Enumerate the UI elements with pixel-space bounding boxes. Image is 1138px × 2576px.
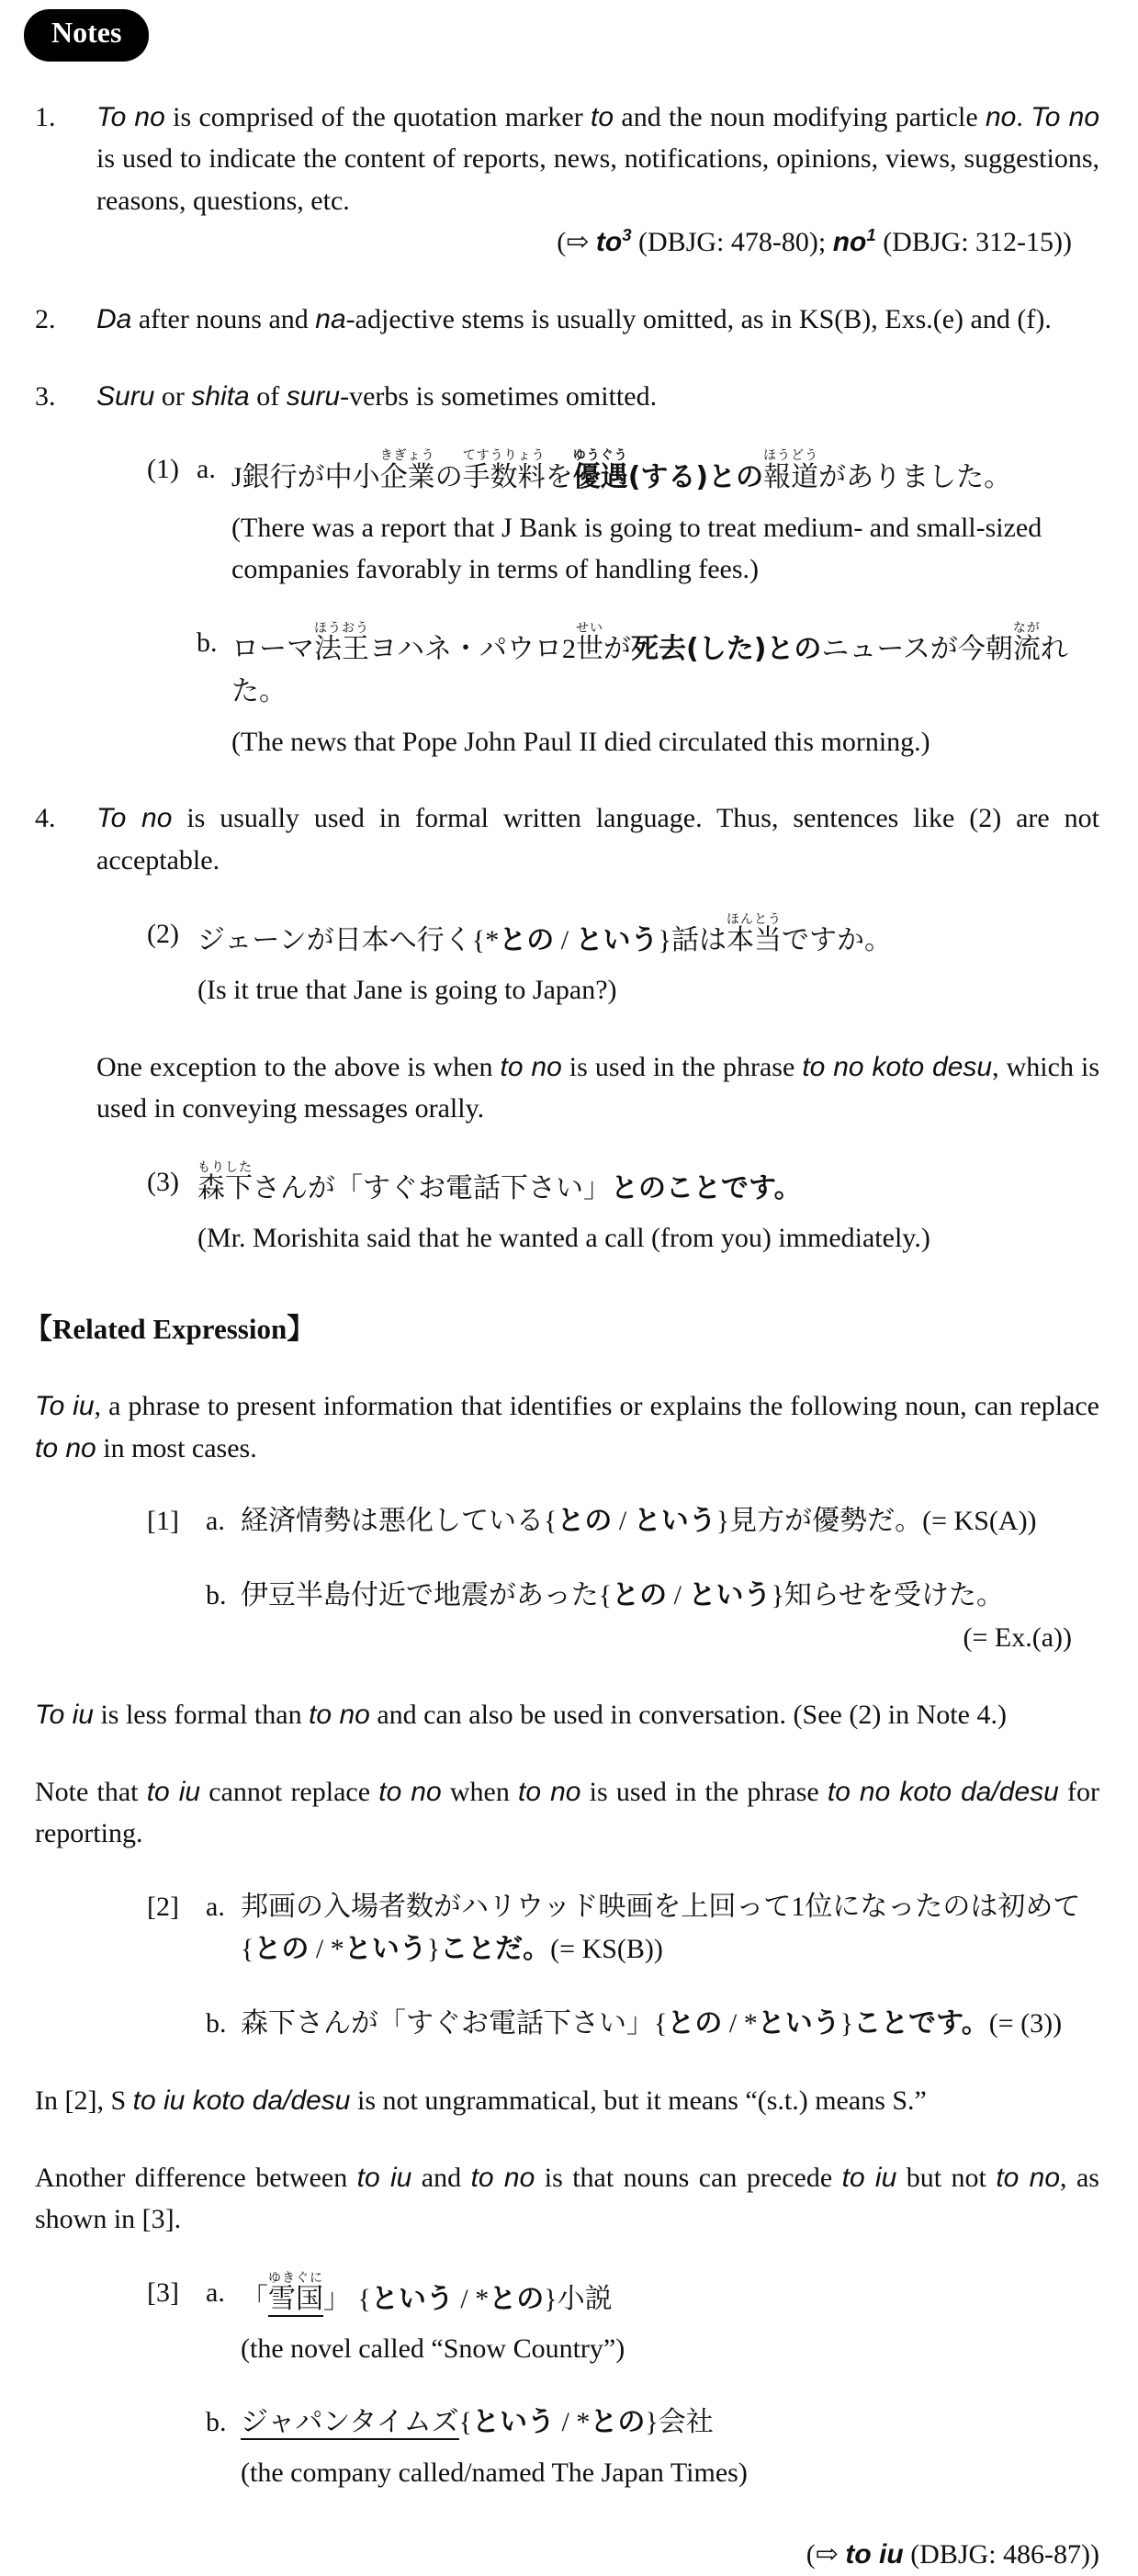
related-example-3b-sub-label: b. bbox=[206, 2407, 227, 2438]
related-example-3a-sub-label: a. bbox=[206, 2277, 225, 2308]
example-2 bbox=[35, 913, 1099, 1011]
paragraph-in-2: In [2], S to iu koto da/desu is not ungrammatical, but it means “(s.t.) means S.” bbox=[35, 2085, 927, 2117]
related-example-3a bbox=[35, 2272, 1099, 2370]
example-1a bbox=[35, 448, 1099, 591]
related-example-2a-japanese-line-1: 邦画の入場者数がハリウッド映画を上回って1位になったのは初めて bbox=[241, 1891, 1081, 1922]
example-1-label: (1) bbox=[147, 454, 179, 485]
example-3-english-translation: (Mr. Morishita said that he wanted a call (from you) immediately.) bbox=[197, 1223, 930, 1254]
related-expression-heading: 【Related Expression】 bbox=[24, 1313, 316, 1346]
example-1b bbox=[35, 622, 1099, 763]
example-3 bbox=[35, 1161, 1099, 1260]
related-example-2b bbox=[35, 2003, 1099, 2046]
related-example-2a-japanese-line-2: {との / *という}ことだ。(= KS(B)) bbox=[241, 1933, 663, 1966]
notes-section-badge bbox=[24, 9, 149, 62]
note-1-text: To no is comprised of the quotation marker to and the noun modifying particle no. To no is used to indicate the content of reports, news, notifications, opinions, views, suggestions, reasons, questions, etc. bbox=[96, 101, 1099, 216]
paragraph-exception bbox=[35, 1046, 1099, 1130]
related-example-1b bbox=[35, 1575, 1099, 1618]
related-example-3a-english-translation: (the novel called “Snow Country”) bbox=[241, 2333, 625, 2365]
example-2-english-translation: (Is it true that Jane is going to Japan?) bbox=[197, 975, 617, 1006]
note-4-number: 4. bbox=[35, 803, 56, 834]
note-item-1 bbox=[35, 96, 1099, 264]
note-1-number: 1. bbox=[35, 101, 56, 132]
related-example-1a-sub-label: a. bbox=[206, 1506, 225, 1537]
note-1-cross-reference: (⇨ $to^3$ (DBJG: 478-80); $no^1$ (DBJG: 312-15)) bbox=[557, 225, 1072, 258]
note-3-text: Suru or shita of suru-verbs is sometimes omitted. bbox=[96, 380, 658, 412]
related-intro-paragraph: To iu, a phrase to present information that identifies or explains the following noun, can replace to no in most cases. bbox=[35, 1391, 1099, 1463]
related-example-3-label: [3] bbox=[147, 2277, 179, 2308]
note-2-number: 2. bbox=[35, 304, 56, 334]
related-example-3a-japanese-phrase: 「雪国ゆきぐに」 {という / *との}小説 bbox=[241, 2271, 613, 2315]
example-1b-sub-label: b. bbox=[197, 627, 218, 658]
note-item-3 bbox=[35, 376, 1099, 418]
paragraph-less-formal: To iu is less formal than to no and can also be used in conversation. (See (2) in Note 4.) bbox=[35, 1699, 1007, 1730]
related-example-3b bbox=[35, 2401, 1099, 2493]
example-2-label: (2) bbox=[147, 918, 179, 949]
example-2-japanese-sentence: ジェーンが日本へ行く{*との / という}話は本当ほんとうですか。 bbox=[197, 912, 892, 956]
related-example-2a bbox=[35, 1886, 1099, 1972]
related-example-2b-sub-label: b. bbox=[206, 2007, 227, 2039]
final-cross-reference: (⇨ to iu (DBJG: 486-87)) bbox=[806, 2539, 1099, 2570]
related-example-1-label: [1] bbox=[147, 1506, 179, 1537]
paragraph-note-that: Note that to iu cannot replace to no when to no is used in the phrase to no koto da/desu for reporting. bbox=[35, 1776, 1099, 1849]
example-1b-english-translation: (The news that Pope John Paul II died circulated this morning.) bbox=[231, 726, 930, 757]
note-3-number: 3. bbox=[35, 380, 56, 412]
related-example-2b-japanese-sentence: 森下さんが「すぐお電話下さい」{との / *という}ことです。(= (3)) bbox=[241, 2006, 1063, 2039]
related-example-2a-sub-label: a. bbox=[206, 1891, 225, 1922]
example-1b-japanese-sentence: ローマ法王ほうおうヨハネ・パウロ2世せいが死去(した)とのニュースが今朝流ながれた。 bbox=[231, 621, 1068, 707]
paragraph-another-difference: Another difference between to iu and to no is that nouns can precede to iu but not to no, as shown in [3]. bbox=[35, 2162, 1099, 2235]
related-example-1b-japanese-sentence: 伊豆半島付近で地震があった{との / という}知らせを受けた。 bbox=[241, 1578, 1004, 1611]
related-example-1a bbox=[35, 1500, 1099, 1543]
note-item-4 bbox=[35, 797, 1099, 881]
related-example-1b-cross-reference: (= Ex.(a)) bbox=[963, 1622, 1072, 1654]
related-example-1b-sub-label: b. bbox=[206, 1579, 227, 1610]
related-example-2-label: [2] bbox=[147, 1891, 179, 1922]
notes-badge-label: Notes bbox=[51, 16, 122, 49]
paragraph-exception-text: One exception to the above is when to no is used in the phrase to no koto desu, which is used in conveying messages orally. bbox=[96, 1051, 1100, 1124]
example-3-label: (3) bbox=[147, 1166, 179, 1197]
example-1a-japanese-sentence: J銀行が中小企業きぎょうの手数料てすうりょうを優遇ゆうぐう(する)との報道ほうどうがありました。 bbox=[231, 448, 1012, 494]
note-2-text: Da after nouns and na-adjective stems is usually omitted, as in KS(B), Exs.(e) and (f). bbox=[96, 304, 1052, 334]
note-item-2 bbox=[35, 299, 1099, 341]
related-example-3b-english-translation: (the company called/named The Japan Times) bbox=[241, 2457, 748, 2488]
example-1a-sub-label: a. bbox=[197, 454, 216, 485]
related-example-1a-japanese-sentence: 経済情勢は悪化している{との / という}見方が優勢だ。(= KS(A)) bbox=[241, 1505, 1037, 1538]
note-4-text: To no is usually used in formal written language. Thus, sentences like (2) are not acceptable. bbox=[96, 803, 1099, 876]
example-1a-english-translation: (There was a report that J Bank is going to treat medium- and small-sized companies favorably in terms of handling fees.) bbox=[231, 512, 1042, 585]
related-example-3b-japanese-phrase: ジャパンタイムズ{という / *との}会社 bbox=[241, 2406, 714, 2439]
example-3-japanese-sentence: 森下もりしたさんが「すぐお電話下さい」とのことです。 bbox=[197, 1160, 802, 1204]
